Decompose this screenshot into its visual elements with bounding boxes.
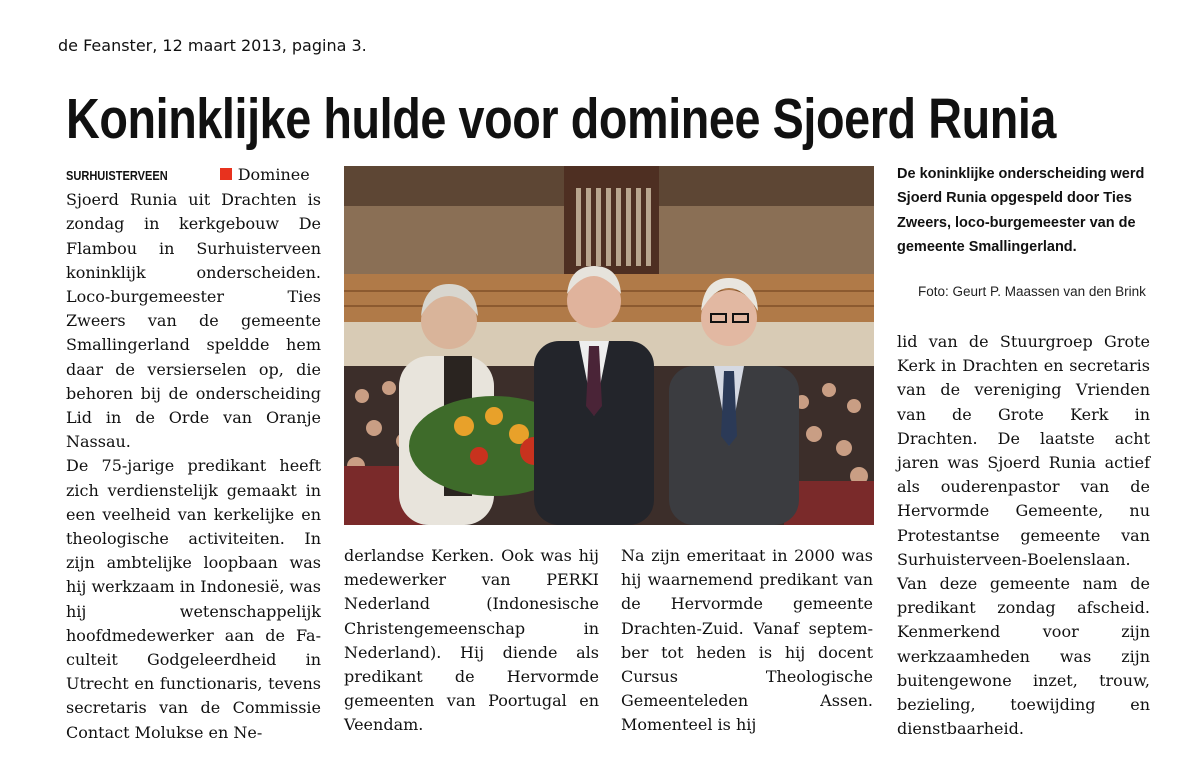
article-paragraph-5: lid van de Stuurgroep Grote Kerk in Drachten en secretaris van de vereniging Vrienden van de Grote Kerk in Drachten. De laatste acht jaren was Sjoerd Runia actief als ouderenpastor van de Hervormde Gemeente, nu Protestantse gemeente van Surhuisterveen-Boelenslaan. Van deze gemeente nam de predikant zondag afscheid. Kenmerkend voor zijn werkzaamheden was zijn buitengewone inzet, trouw, bezieling, toewijding en dienstbaarheid. xyxy=(897,332,1150,739)
article-column-4 xyxy=(897,330,1150,741)
lead-start: Dominee xyxy=(237,165,310,184)
source-line: de Feanster, 12 maart 2013, pagina 3. xyxy=(58,36,367,55)
dateline: SURHUISTERVEEN xyxy=(66,168,168,183)
article-photo xyxy=(344,166,874,525)
article-column-3 xyxy=(621,544,873,738)
photo-caption: De koninklijke onderscheiding werd Sjoerd Runia opgespeld door Ties Zweers, loco-burgemeester van de gemeente Smallingerland. xyxy=(897,166,1145,255)
article-column-2 xyxy=(344,544,599,738)
photo-credit: Foto: Geurt P. Maassen van den Brink xyxy=(918,284,1146,299)
article-paragraph-1: Sjoerd Runia uit Drachten is zondag in kerkgebouw De Flambou in Surhuisterveen koninklijk onderscheiden. Loco-burgemeester Ties Zweers van de gemeente Smallingerland speldde hem daar de versierselen op, die behoren bij de onderscheiding Lid in de Orde van Oranje Nassau. xyxy=(66,190,321,452)
article-paragraph-3: derlandse Kerken. Ook was hij medewerker van PERKI Nederland (Indonesische Christengemeenschap in Nederland). Hij diende als predikant de Hervormde gemeenten van Poortugal en Veendam. xyxy=(344,546,599,735)
headline: Koninklijke hulde voor dominee Sjoerd Runia xyxy=(66,87,1057,151)
red-square-marker xyxy=(220,168,232,180)
photo-illustration xyxy=(344,166,874,525)
article-paragraph-2: De 75-jarige predikant heeft zich verdienstelijk gemaakt in een veelheid van kerkelijke en theologische activiteiten. In zijn ambtelijke loopbaan was hij werkzaam in Indonesië, was hij wetenschappelijk hoofdmedewerker aan de Faculteit Godgeleerdheid in Utrecht en functionaris, tevens secretaris van de Commissie Contact Molukse en Ne- xyxy=(66,456,321,742)
article-column-1 xyxy=(66,163,321,745)
article-paragraph-4: Na zijn emeritaat in 2000 was hij waarnemend predikant van de Hervormde gemeente Drachten-Zuid. Vanaf september tot heden is hij docent Cursus Theologische Gemeenteleden Assen. Momenteel is hij xyxy=(621,546,873,735)
